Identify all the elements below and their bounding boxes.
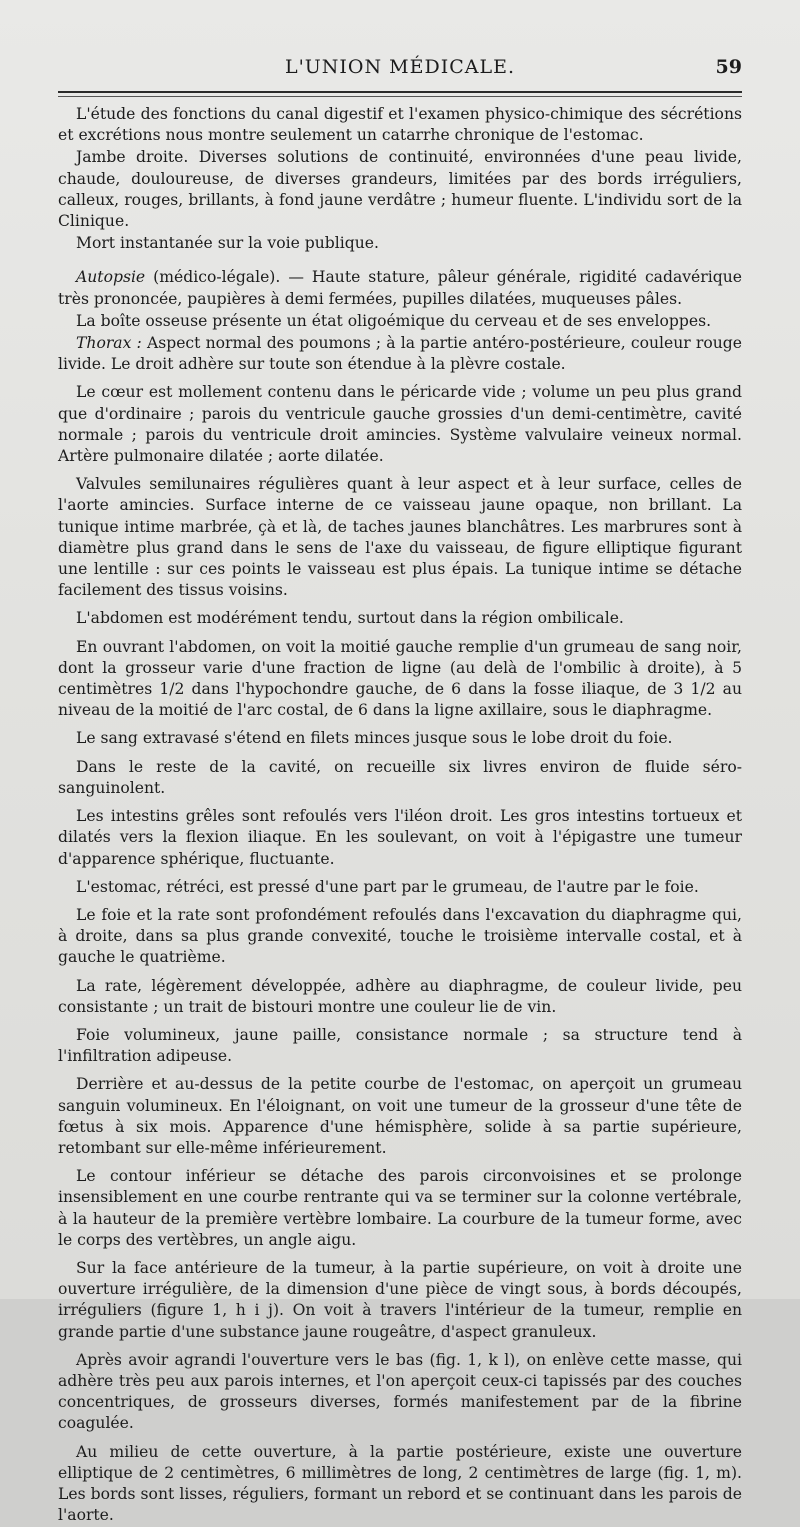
paragraph: Les intestins grêles sont refoulés vers l'iléon droit. Les gros intestins tortueux et dilatés vers la flexion iliaque. En les soulevant, on voit à l'épigastre une tumeur d'apparence sphérique, fluctuante.	[58, 807, 742, 868]
page-number: 59	[715, 56, 742, 78]
paragraph: Jambe droite. Diverses solutions de continuité, environnées d'une peau livide, chaude, douloureuse, de diverses grandeurs, limitées par des bords irréguliers, calleux, rouges, brillants, à fond jaune verdâtre ; humeur fluente. L'individu sort de la Clinique.	[58, 148, 742, 231]
header-rule	[58, 91, 742, 97]
paragraph: La rate, légèrement développée, adhère au diaphragme, de couleur livide, peu consistante ; un trait de bistouri montre une couleur lie de vin.	[58, 976, 742, 1016]
article-body	[58, 104, 742, 1527]
paragraph: La boîte osseuse présente un état oligoémique du cerveau et de ses enveloppes.	[76, 311, 712, 330]
paragraph: Après avoir agrandi l'ouverture vers le bas (fig. 1, k l), on enlève cette masse, qui adhère très peu aux parois internes, et l'on aperçoit ceux-ci tapissés par des couches concentriques, de grosseurs diverses, formés manifestement par de la fibrine coagulée.	[58, 1350, 742, 1433]
paragraph: En ouvrant l'abdomen, on voit la moitié gauche remplie d'un grumeau de sang noir, dont la grosseur varie d'une fraction de ligne (au delà de l'ombilic à droite), à 5 centimètres 1/2 dans l'hypochondre gauche, de 6 dans la fosse iliaque, de 3 1/2 au niveau de la moitié de l'arc costal, de 6 dans la ligne axillaire, sous le diaphragme.	[58, 637, 742, 720]
paragraph: L'estomac, rétréci, est pressé d'une part par le grumeau, de l'autre par le foie.	[76, 877, 699, 896]
paragraph: L'étude des fonctions du canal digestif et l'examen physico-chimique des sécrétions et excrétions nous montre seulement un catarrhe chronique de l'estomac.	[58, 105, 742, 145]
paragraph: Mort instantanée sur la voie publique.	[76, 234, 379, 253]
paragraph: L'abdomen est modérément tendu, surtout dans la région ombilicale.	[76, 609, 624, 628]
paragraph-text: Aspect normal des poumons ; à la partie antéro-postérieure, couleur rouge livide. Le droit adhère sur toute son étendue à la plèvre costale.	[58, 334, 742, 374]
paragraph: Dans le reste de la cavité, on recueille six livres environ de fluide séro-sanguinolent.	[58, 757, 742, 797]
paragraph: Le foie et la rate sont profondément refoulés dans l'excavation du diaphragme qui, à droite, dans sa plus grande convexité, touche le troisième intervalle costal, et à gauche le quatrième.	[58, 905, 742, 967]
running-title: L'UNION MÉDICALE.	[284, 56, 516, 78]
paragraph: Le sang extravasé s'étend en filets minces jusque sous le lobe droit du foie.	[76, 729, 673, 748]
paragraph	[58, 267, 742, 309]
paragraph: Derrière et au-dessus de la petite courbe de l'estomac, on aperçoit un grumeau sanguin volumineux. En l'éloignant, on voit une tumeur de la grosseur d'une tête de fœtus à six mois. Apparence d'une hémisphère, solide à sa partie supérieure, retombant sur elle-même inférieurement.	[58, 1075, 742, 1157]
paragraph-text: (médico-légale). — Haute stature, pâleur générale, rigidité cadavérique très prononcée, paupières à demi fermées, pupilles dilatées, muqueuses pâles.	[58, 268, 742, 308]
paragraph: Le cœur est mollement contenu dans le péricarde vide ; volume un peu plus grand que d'ordinaire ; parois du ventricule gauche grossies d'un demi-centimètre, cavité normale ; parois du ventricule droit amincies. Système valvulaire veineux normal. Artère pulmonaire dilatée ; aorte dilatée.	[58, 383, 742, 466]
paragraph-label: Thorax :	[76, 334, 142, 353]
paragraph: Valvules semilunaires régulières quant à leur aspect et à leur surface, celles de l'aorte amincies. Surface interne de ce vaisseau jaune opaque, non brillant. La tunique intime marbrée, çà et là, de taches jaunes blanchâtres. Les marbrures sont à diamètre plus grand dans le sens de l'axe du vaisseau, de figure elliptique figurant une lentille : sur ces points le vaisseau est plus épais. La tunique intime se détache facilement des tissus voisins.	[58, 475, 742, 600]
paragraph: Le contour inférieur se détache des parois circonvoisines et se prolonge insensiblement en une courbe rentrante qui va se terminer sur la colonne vertébrale, à la hauteur de la première vertèbre lombaire. La courbure de la tumeur forme, avec le corps des vertèbres, un angle aigu.	[58, 1167, 742, 1249]
paragraph	[58, 333, 742, 375]
page-header	[58, 56, 742, 88]
paragraph: Foie volumineux, jaune paille, consistance normale ; sa structure tend à l'infiltration adipeuse.	[58, 1025, 742, 1066]
paragraph-label: Autopsie	[76, 268, 146, 287]
section-gap	[58, 255, 742, 267]
paragraph: Au milieu de cette ouverture, à la partie postérieure, existe une ouverture elliptique de 2 centimètres, 6 millimètres de long, 2 centimètres de large (fig. 1, m). Les bords sont lisses, réguliers, formant un rebord et se continuant dans les parois de l'aorte.	[58, 1442, 742, 1525]
paragraph: Sur la face antérieure de la tumeur, à la partie supérieure, on voit à droite une ouverture irrégulière, de la dimension d'une pièce de vingt sous, à bords découpés, irréguliers (figure 1, h i j). On voit à travers l'intérieur de la tumeur, remplie en grande partie d'une substance jaune rougeâtre, d'aspect granuleux.	[58, 1258, 742, 1341]
